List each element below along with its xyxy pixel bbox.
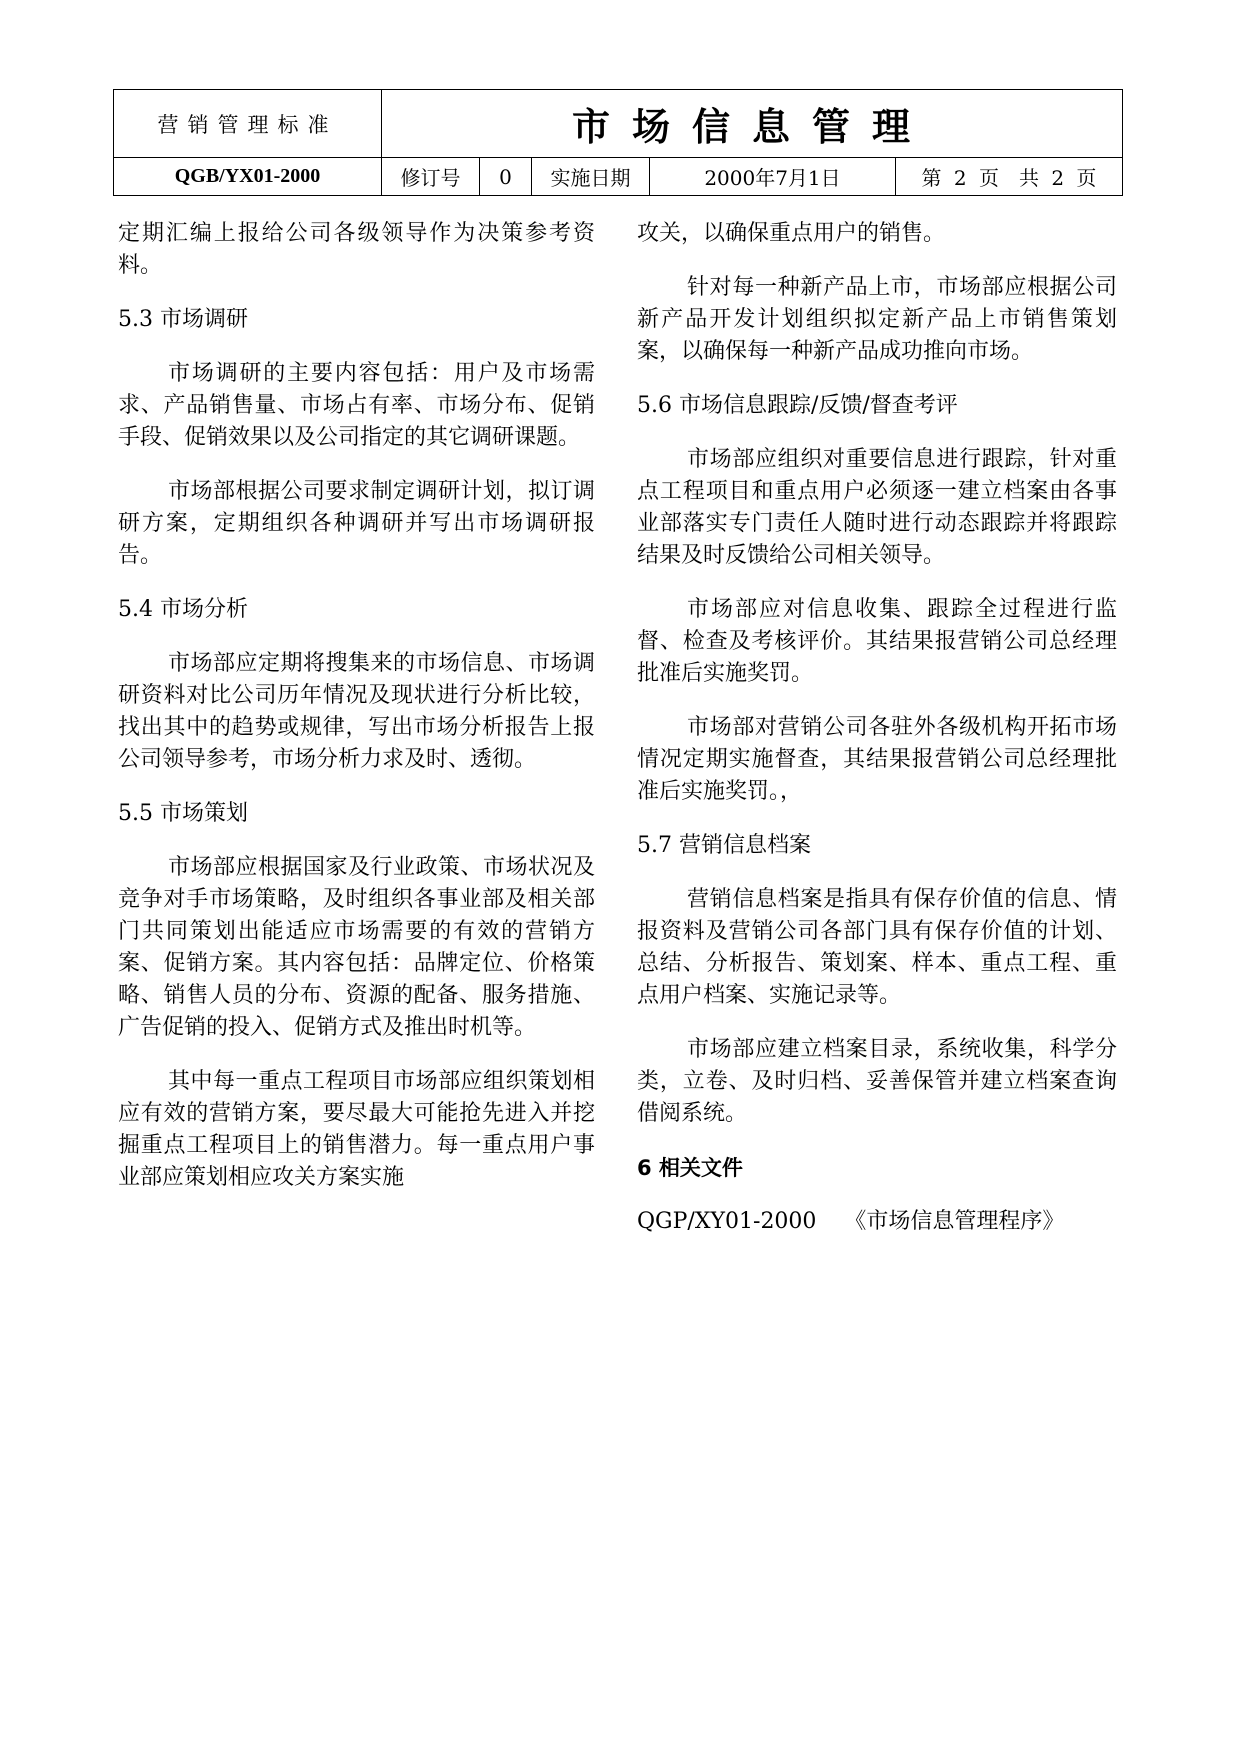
paragraph: 其中每一重点工程项目市场部应组织策划相应有效的营销方案，要尽最大可能抢先进入并挖掘重点工程项目上的销售潜力。每一重点用户事业部应策划相应攻关方案实施 [118,1069,595,1190]
paragraph: 市场部对营销公司各驻外各级机构开拓市场情况定期实施督查，其结果报营销公司总经理批准后实施奖罚。， [637,715,1117,804]
paragraph: 市场调研的主要内容包括：用户及市场需求、产品销售量、市场占有率、市场分布、促销手段、促销效果以及公司指定的其它调研课题。 [118,361,595,450]
right-column [637,218,1117,1260]
document-title: 市场信息管理 [382,90,1123,158]
date-value: 2000年7月1日 [650,158,896,196]
date-label: 实施日期 [532,158,650,196]
paragraph: 市场部应对信息收集、跟踪全过程进行监督、检查及考核评价。其结果报营销公司总经理批准后实施奖罚。 [637,597,1117,686]
left-column [118,218,595,1216]
section-heading: 5.5 市场策划 [118,801,248,826]
continued-text: 攻关，以确保重点用户的销售。 [637,221,946,246]
paragraph: 市场部应定期将搜集来的市场信息、市场调研资料对比公司历年情况及现状进行分析比较，找出其中的趋势或规律，写出市场分析报告上报公司领导参考，市场分析力求及时、透彻。 [118,651,595,772]
paragraph: 营销信息档案是指具有保存价值的信息、情报资料及营销公司各部门具有保存价值的计划、总结、分析报告、策划案、样本、重点工程、重点用户档案、实施记录等。 [637,887,1117,1008]
revision-label: 修订号 [382,158,480,196]
section-heading: 5.7 营销信息档案 [637,833,811,858]
revision-value: 0 [480,158,532,196]
section-heading: 5.6 市场信息跟踪/反馈/督查考评 [637,393,958,418]
paragraph: 市场部应建立档案目录，系统收集，科学分类，立卷、及时归档、妥善保管并建立档案查询借阅系统。 [637,1037,1117,1126]
continued-text: 定期汇编上报给公司各级领导作为决策参考资料。 [118,221,595,278]
related-document-reference: QGP/XY01-2000 《市场信息管理程序》 [637,1209,1065,1234]
standard-name: 营销管理标准 [114,90,382,158]
related-documents-heading: 6 相关文件 [637,1156,743,1180]
paragraph: 市场部应根据国家及行业政策、市场状况及竞争对手市场策略，及时组织各事业部及相关部门共同策划出能适应市场需要的有效的营销方案、促销方案。其内容包括：品牌定位、价格策略、销售人员的分布、资源的配备、服务措施、广告促销的投入、促销方式及推出时机等。 [118,855,595,1040]
paragraph: 市场部应组织对重要信息进行跟踪，针对重点工程项目和重点用户必须逐一建立档案由各事业部落实专门责任人随时进行动态跟踪并将跟踪结果及时反馈给公司相关领导。 [637,447,1117,568]
paragraph: 针对每一种新产品上市，市场部应根据公司新产品开发计划组织拟定新产品上市销售策划案，以确保每一种新产品成功推向市场。 [637,275,1117,364]
page-info: 第 2 页 共 2 页 [896,158,1123,196]
header-table [113,89,1123,196]
document-code: QGB/YX01-2000 [114,158,382,196]
section-heading: 5.3 市场调研 [118,307,248,332]
paragraph: 市场部根据公司要求制定调研计划，拟订调研方案，定期组织各种调研并写出市场调研报告。 [118,479,595,568]
section-heading: 5.4 市场分析 [118,597,248,622]
